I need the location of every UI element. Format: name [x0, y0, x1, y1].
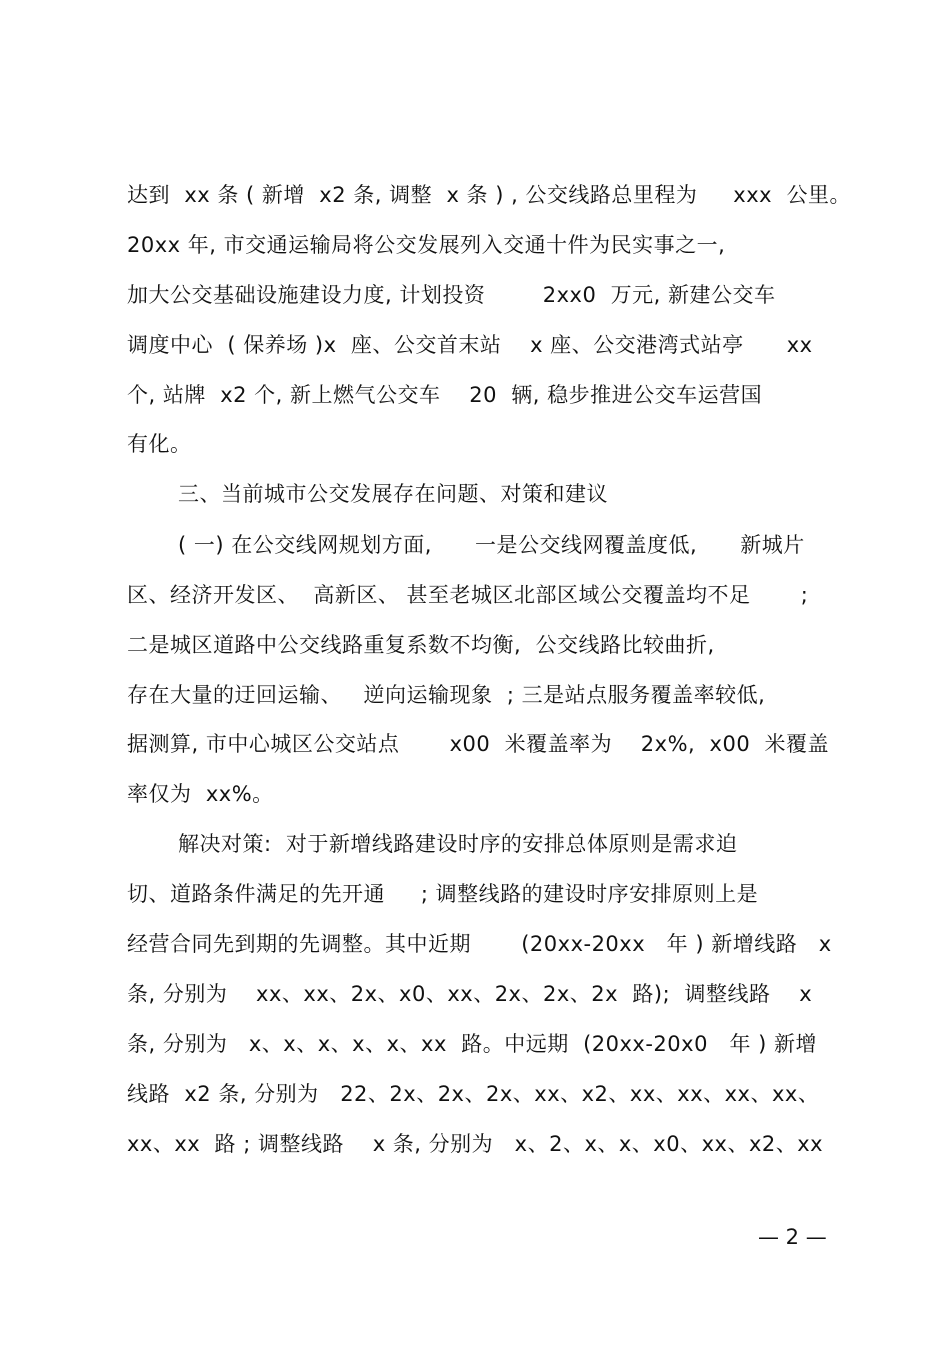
body-line: 个, 站牌 x2 个, 新上燃气公交车 20 辆, 稳步推进公交车运营国 [127, 383, 763, 407]
body-line: 二是城区道路中公交线路重复系数不均衡, 公交线路比较曲折, [127, 633, 715, 657]
body-line: 存在大量的迂回运输、 逆向运输现象 ; 三是站点服务覆盖率较低, [127, 683, 766, 707]
body-line: 条, 分别为 x、x、x、x、x、xx 路。中远期 (20xx-20x0 年 ) 新增 [127, 1032, 817, 1056]
body-line: 切、道路条件满足的先开通 ; 调整线路的建设时序安排原则上是 [127, 882, 759, 906]
body-line: 有化。 [127, 432, 192, 456]
section-heading: 三、当前城市公交发展存在问题、对策和建议 [178, 482, 608, 506]
body-line: xx、xx 路 ; 调整线路 x 条, 分别为 x、2、x、x、x0、xx、x2、xx [127, 1132, 824, 1156]
body-line: 20xx 年, 市交通运输局将公交发展列入交通十件为民实事之一, [127, 233, 726, 257]
body-line: 率仅为 xx%。 [127, 782, 274, 806]
body-line: 经营合同先到期的先调整。其中近期 (20xx-20xx 年 ) 新增线路 x [127, 932, 832, 956]
body-line: 解决对策: 对于新增线路建设时序的安排总体原则是需求迫 [178, 832, 738, 856]
body-line: 据测算, 市中心城区公交站点 x00 米覆盖率为 2x%, x00 米覆盖 [127, 732, 830, 756]
body-line: 调度中心 ( 保养场 )x 座、公交首末站 x 座、公交港湾式站亭 xx [127, 333, 813, 357]
body-line: 区、经济开发区、 高新区、 甚至老城区北部区域公交覆盖均不足 ; [127, 583, 809, 607]
body-line: 条, 分别为 xx、xx、2x、x0、xx、2x、2x、2x 路); 调整线路 x [127, 982, 813, 1006]
body-line: 达到 xx 条 ( 新增 x2 条, 调整 x 条 ) , 公交线路总里程为 xxx 公里。 [127, 183, 851, 207]
body-line: ( 一) 在公交线网规划方面, 一是公交线网覆盖度低, 新城片 [178, 533, 805, 557]
body-line: 加大公交基础设施建设力度, 计划投资 2xx0 万元, 新建公交车 [127, 283, 776, 307]
page-number: — 2 — [758, 1225, 827, 1249]
body-line: 线路 x2 条, 分别为 22、2x、2x、2x、xx、x2、xx、xx、xx、xx、 [127, 1082, 820, 1106]
